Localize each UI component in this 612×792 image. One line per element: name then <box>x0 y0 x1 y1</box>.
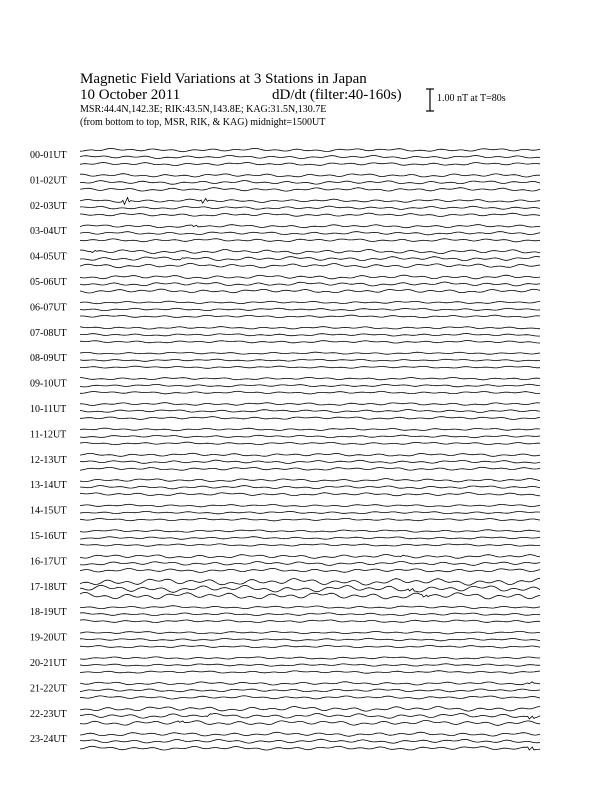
row-label: 12-13UT <box>30 454 67 466</box>
trace-kag <box>80 403 540 406</box>
trace-kag <box>80 148 540 151</box>
trace-msr <box>80 289 540 293</box>
trace-rik <box>80 486 540 489</box>
trace-rik <box>80 739 540 743</box>
trace-kag <box>80 275 540 279</box>
trace-rik <box>80 232 540 235</box>
trace-kag <box>80 453 540 456</box>
trace-msr <box>80 188 540 191</box>
row-label: 21-22UT <box>30 683 67 695</box>
trace-rik <box>80 689 540 692</box>
trace-rik <box>80 410 540 413</box>
trace-kag <box>80 682 540 685</box>
row-label: 04-05UT <box>30 251 67 263</box>
trace-kag <box>80 732 540 736</box>
trace-msr <box>80 620 540 623</box>
trace-kag <box>80 555 540 559</box>
trace-kag <box>80 706 540 711</box>
row-label: 11-12UT <box>30 429 67 441</box>
trace-msr <box>80 263 540 267</box>
trace-kag <box>80 631 540 634</box>
row-label: 01-02UT <box>30 175 67 187</box>
trace-kag <box>80 174 540 177</box>
trace-kag <box>80 225 540 228</box>
row-label: 14-15UT <box>30 505 67 517</box>
trace-msr <box>80 467 540 470</box>
row-label: 10-11UT <box>30 404 67 415</box>
trace-msr <box>80 341 540 344</box>
trace-rik <box>80 460 540 463</box>
trace-msr <box>80 645 540 648</box>
trace-rik <box>80 282 540 286</box>
station-coordinates: MSR:44.4N,142.3E; RIK:43.5N,143.8E; KAG:31.5N,130.7E <box>80 104 327 115</box>
trace-rik <box>80 714 540 719</box>
row-label: 03-04UT <box>30 226 67 238</box>
trace-rik <box>80 613 540 616</box>
trace-kag <box>80 657 540 659</box>
chart-title: Magnetic Field Variations at 3 Stations in Japan <box>80 71 367 87</box>
row-label: 19-20UT <box>30 632 67 644</box>
row-label: 07-08UT <box>30 327 67 339</box>
row-label: 18-19UT <box>30 607 67 619</box>
trace-msr <box>80 493 540 496</box>
trace-msr <box>80 518 540 520</box>
trace-msr <box>80 720 540 725</box>
trace-kag <box>80 301 540 304</box>
trace-msr <box>80 671 540 674</box>
row-label: 00-01UT <box>30 150 67 161</box>
row-label: 05-06UT <box>30 277 67 288</box>
trace-msr <box>80 213 540 216</box>
trace-kag <box>80 377 540 379</box>
trace-kag <box>80 504 540 507</box>
row-label: 20-21UT <box>30 658 67 669</box>
trace-rik <box>80 155 540 158</box>
trace-rik <box>80 181 540 185</box>
filter-label: dD/dt (filter:40-160s) <box>272 87 402 103</box>
station-order-note: (from bottom to top, MSR, RIK, & KAG) midnight=1500UT <box>80 117 326 128</box>
row-label: 23-24UT <box>30 734 67 746</box>
trace-msr <box>80 442 540 445</box>
trace-msr <box>80 163 540 166</box>
trace-kag <box>80 352 540 354</box>
trace-msr <box>80 568 540 572</box>
row-label: 06-07UT <box>30 302 67 314</box>
trace-msr <box>80 315 540 318</box>
trace-msr <box>80 366 540 368</box>
trace-rik <box>80 308 540 310</box>
scale-bar-label: 1.00 nT at T=80s <box>437 93 506 104</box>
trace-rik <box>80 334 540 337</box>
trace-msr <box>80 592 540 599</box>
row-label: 09-10UT <box>30 378 67 390</box>
trace-kag <box>80 198 540 205</box>
row-label: 02-03UT <box>30 200 67 212</box>
trace-rik <box>80 384 540 387</box>
row-label: 08-09UT <box>30 353 67 365</box>
trace-rik <box>80 435 540 438</box>
trace-rik <box>80 664 540 666</box>
trace-msr <box>80 544 540 546</box>
trace-kag <box>80 249 540 253</box>
row-label: 15-16UT <box>30 531 67 542</box>
trace-rik <box>80 585 540 592</box>
date-label: 10 October 2011 <box>80 87 181 103</box>
trace-rik <box>80 561 540 565</box>
row-label: 16-17UT <box>30 556 67 568</box>
trace-rik <box>80 537 540 540</box>
trace-rik <box>80 257 540 261</box>
row-label: 17-18UT <box>30 581 67 593</box>
trace-kag <box>80 530 540 532</box>
trace-msr <box>80 417 540 420</box>
trace-kag <box>80 428 540 431</box>
row-label: 22-23UT <box>30 708 67 720</box>
trace-msr <box>80 746 540 750</box>
trace-msr <box>80 239 540 242</box>
trace-kag <box>80 327 540 329</box>
trace-msr <box>80 391 540 394</box>
trace-msr <box>80 696 540 699</box>
trace-rik <box>80 206 540 209</box>
row-label: 13-14UT <box>30 480 67 492</box>
trace-rik <box>80 638 540 641</box>
trace-rik <box>80 359 540 361</box>
trace-kag <box>80 479 540 482</box>
trace-kag <box>80 606 540 609</box>
trace-rik <box>80 511 540 513</box>
trace-kag <box>80 578 540 585</box>
